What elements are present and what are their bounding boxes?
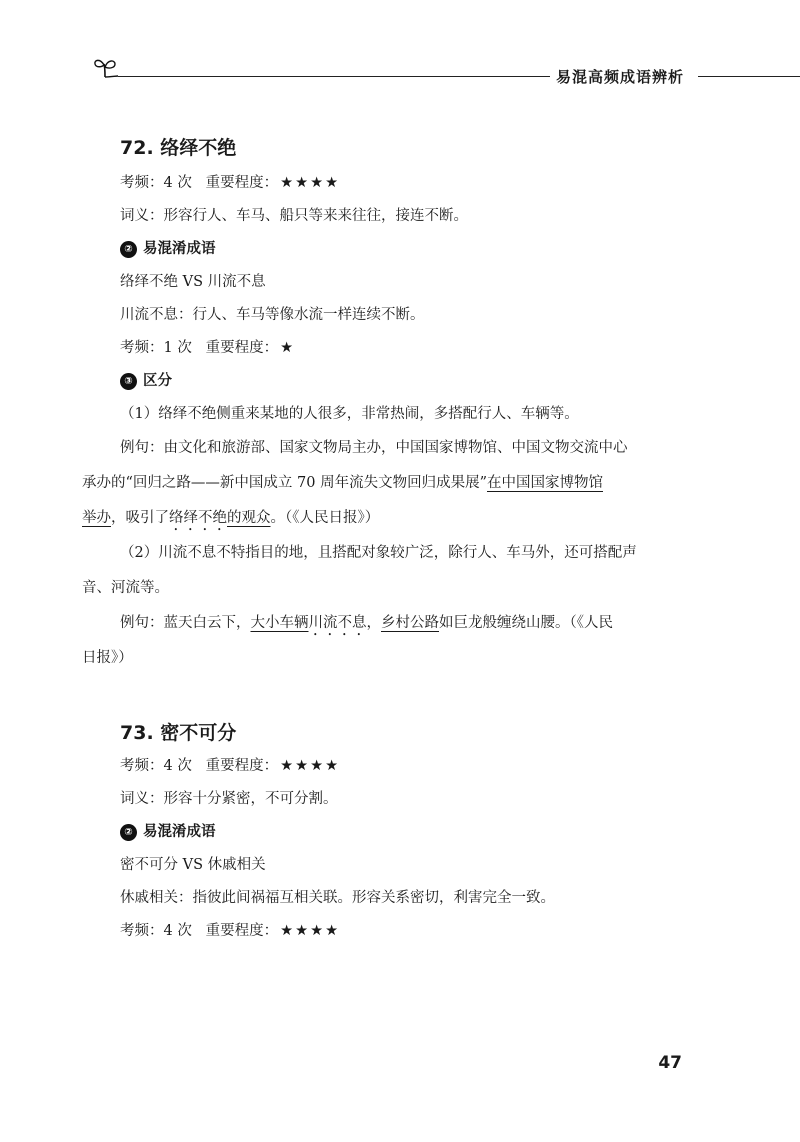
sprout-icon — [92, 55, 120, 81]
section-heading — [82, 816, 692, 849]
other-meaning-line: 川流不息：行人、车马等像水流一样连续不断。 — [120, 307, 425, 323]
other-frequency-label: 考频：4 次 — [120, 923, 192, 939]
example-1-line-3 — [82, 501, 692, 536]
header-title: 易混高频成语辨析 — [556, 68, 685, 86]
section-title: 易混淆成语 — [143, 824, 216, 840]
frequency-line — [82, 167, 692, 200]
example-text: 如巨龙般缠绕山腰。（《人民 — [439, 615, 613, 631]
importance-stars: ★★★★ — [280, 175, 341, 191]
entry-spacer — [82, 676, 692, 718]
section-badge-icon: ② — [120, 824, 137, 841]
entry-title: 72. 络绎不绝 — [120, 137, 237, 159]
page-content — [82, 120, 692, 948]
other-importance-label: 重要程度： — [205, 340, 279, 356]
section-badge-icon: ③ — [120, 373, 137, 390]
example-source: 。（《人民日报》） — [270, 510, 380, 526]
frequency-label: 考频：4 次 — [120, 758, 192, 774]
example-2-line-2: 日报》） — [82, 650, 133, 666]
other-importance-stars: ★★★★ — [280, 923, 341, 939]
other-importance-label: 重要程度： — [205, 923, 279, 939]
other-importance-stars: ★ — [280, 340, 296, 356]
frequency-line — [82, 750, 692, 783]
importance-label: 重要程度： — [205, 175, 279, 191]
section-title: 易混淆成语 — [143, 241, 216, 257]
entry-72 — [82, 133, 692, 676]
meaning-line: 词义：形容行人、车马、船只等来来往往，接连不断。 — [120, 208, 468, 224]
example-underlined: 的观众 — [227, 510, 271, 526]
section-title: 区分 — [143, 373, 172, 389]
entry-title: 73. 密不可分 — [120, 722, 237, 744]
other-frequency-label: 考频：1 次 — [120, 340, 192, 356]
other-meaning-line: 休戚相关：指彼此间祸福互相关联。形容关系密切，利害完全一致。 — [120, 890, 555, 906]
meaning-line: 词义：形容十分紧密，不可分割。 — [120, 791, 338, 807]
page-number: 47 — [658, 1053, 682, 1073]
distinction-point-2-line-2: 音、河流等。 — [82, 580, 169, 596]
example-1-line-2 — [82, 466, 692, 501]
compare-line: 络绎不绝 VS 川流不息 — [120, 274, 266, 290]
section-badge-icon: ② — [120, 241, 137, 258]
importance-label: 重要程度： — [205, 758, 279, 774]
example-text: ， — [366, 615, 381, 631]
distinction-point-2-line-1: （2）川流不息不特指目的地，且搭配对象较广泛，除行人、车马外，还可搭配声 — [120, 545, 637, 561]
example-text: 承办的“回归之路——新中国成立 70 周年流失文物回归成果展” — [82, 475, 487, 491]
example-underlined: 在中国国家博物馆 — [487, 475, 603, 491]
compare-line: 密不可分 VS 休戚相关 — [120, 857, 266, 873]
example-text: ，吸引了 — [111, 510, 169, 526]
example-underlined: 乡村公路 — [381, 615, 439, 631]
entry-73 — [82, 718, 692, 948]
other-frequency-line — [82, 332, 692, 365]
other-frequency-line — [82, 915, 692, 948]
example-idiom-emphasis: 川流不息 — [308, 615, 367, 631]
example-underlined: 大小车辆 — [250, 615, 309, 631]
importance-stars: ★★★★ — [280, 758, 341, 774]
header-rule-right — [698, 76, 800, 77]
section-heading — [82, 365, 692, 398]
example-idiom-emphasis: 络绎不绝 — [169, 510, 227, 526]
header-rule-left — [118, 76, 550, 77]
page-header — [0, 0, 800, 100]
section-heading — [82, 233, 692, 266]
frequency-label: 考频：4 次 — [120, 175, 192, 191]
distinction-point-1: （1）络绎不绝侧重来某地的人很多，非常热闹，多搭配行人、车辆等。 — [120, 406, 579, 422]
example-text: 例句：蓝天白云下， — [120, 615, 251, 631]
example-2-line-1 — [82, 606, 692, 641]
example-underlined: 举办 — [82, 510, 111, 526]
example-1-line-1: 例句：由文化和旅游部、国家文物局主办，中国国家博物馆、中国文物交流中心 — [120, 440, 628, 456]
